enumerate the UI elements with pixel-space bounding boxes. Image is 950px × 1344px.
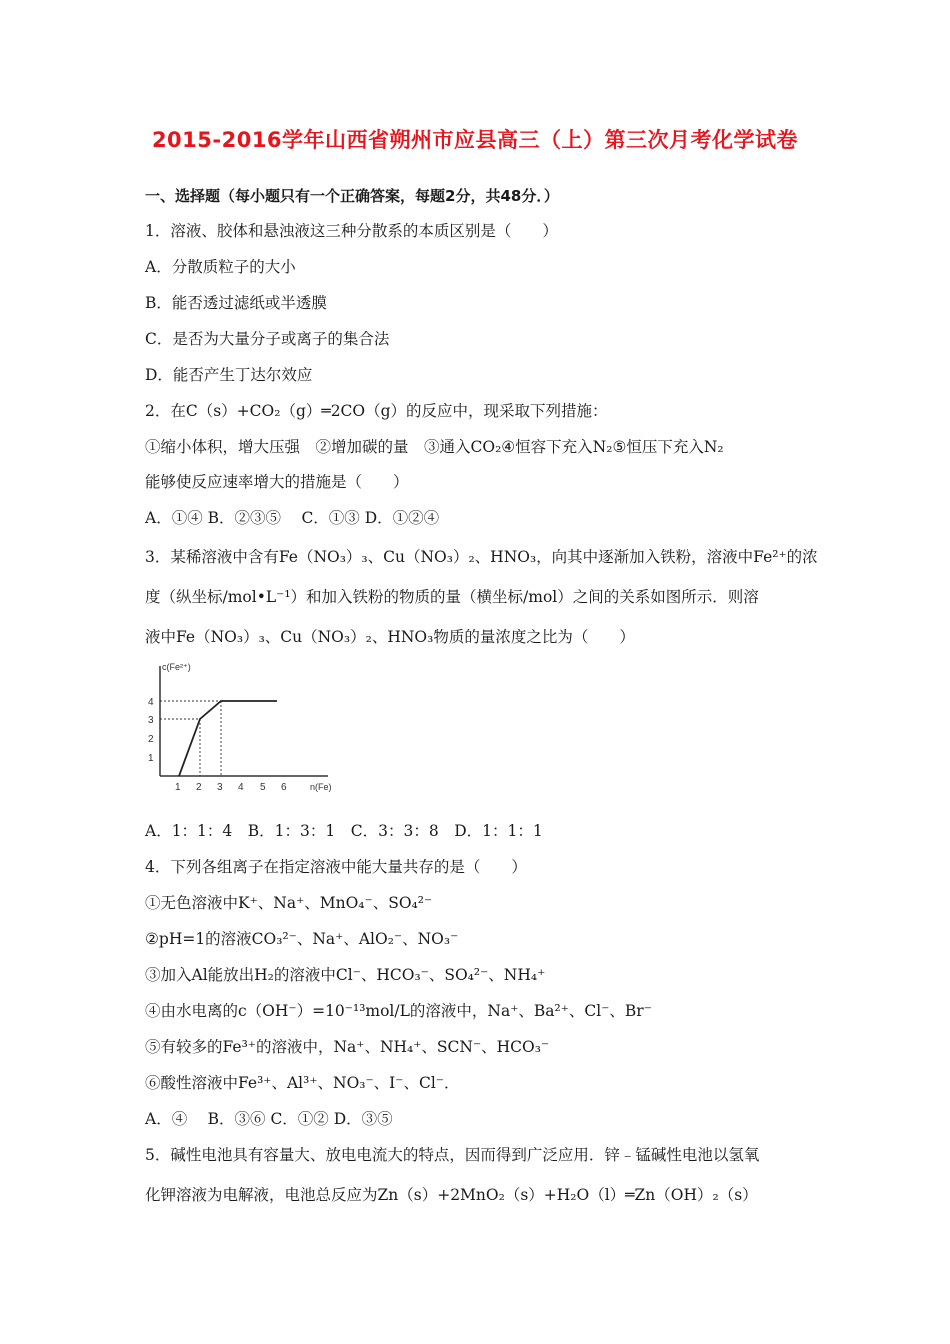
question-1: 1．溶液、胶体和悬浊液这三种分散系的本质区别是（ ） [145,222,558,240]
question-3-line-2: 度（纵坐标/mol•L⁻¹）和加入铁粉的物质的量（横坐标/mol）之间的关系如图所示．则溶 [145,588,759,606]
q4-item-6: ⑥酸性溶液中Fe³⁺、Al³⁺、NO₃⁻、I⁻、Cl⁻． [145,1074,460,1092]
y-tick-1: 1 [148,753,154,764]
question-3-line-1: 3．某稀溶液中含有Fe（NO₃）₃、Cu（NO₃）₂、HNO₃，向其中逐渐加入铁粉，溶液中Fe²⁺的浓 [145,548,818,566]
x-tick-2: 2 [196,782,202,793]
q4-item-4: ④由水电离的c（OH⁻）=10⁻¹³mol/L的溶液中，Na⁺、Ba²⁺、Cl⁻、Br⁻ [145,1002,652,1020]
q1-option-c: C．是否为大量分子或离子的集合法 [145,330,390,348]
q4-item-3: ③加入Al能放出H₂的溶液中Cl⁻、HCO₃⁻、SO₄²⁻、NH₄⁺ [145,966,546,984]
x-tick-5: 5 [260,782,266,793]
q4-options: A．④ B．③⑥ C．①② D．③⑤ [145,1110,393,1128]
y-tick-3: 3 [148,715,154,726]
y-axis-label: c(Fe²⁺) [162,662,191,672]
x-axis-label: n(Fe) [310,782,332,792]
section-heading: 一、选择题（每小题只有一个正确答案，每题2分，共48分．） [145,187,559,205]
question-3-line-3: 液中Fe（NO₃）₃、Cu（NO₃）₂、HNO₃物质的量浓度之比为（ ） [145,628,635,646]
q4-item-5: ⑤有较多的Fe³⁺的溶液中，Na⁺、NH₄⁺、SCN⁻、HCO₃⁻ [145,1038,550,1056]
fe2-curve [179,701,277,776]
x-tick-3: 3 [217,782,223,793]
q4-item-2: ②pH=1的溶液CO₃²⁻、Na⁺、AlO₂⁻、NO₃⁻ [145,930,459,948]
question-2: 2．在C（s）+CO₂（g）═2CO（g）的反应中，现采取下列措施： [145,402,608,420]
fe2-concentration-graph [140,658,340,798]
y-tick-4: 4 [148,697,154,708]
question-5-line-1: 5．碱性电池具有容量大、放电电流大的特点，因而得到广泛应用．锌﹣锰碱性电池以氢氧 [145,1146,760,1164]
exam-title: 2015-2016学年山西省朔州市应县高三（上）第三次月考化学试卷 [151,128,799,152]
q2-options: A．①④ B．②③⑤ C．①③ D．①②④ [145,509,440,527]
q1-option-b: B．能否透过滤纸或半透膜 [145,294,327,312]
q1-option-d: D．能否产生丁达尔效应 [145,366,313,384]
q2-measures: ①缩小体积，增大压强 ②增加碳的量 ③通入CO₂④恒容下充入N₂⑤恒压下充入N₂ [145,438,724,456]
q3-options: A．1：1：4 B．1：3：1 C．3：3：8 D．1：1：1 [145,822,543,840]
x-tick-6: 6 [281,782,287,793]
x-tick-4: 4 [238,782,244,793]
y-tick-2: 2 [148,734,154,745]
question-4: 4．下列各组离子在指定溶液中能大量共存的是（ ） [145,858,527,876]
q1-option-a: A．分散质粒子的大小 [145,258,296,276]
question-5-line-2: 化钾溶液为电解液，电池总反应为Zn（s）+2MnO₂（s）+H₂O（l）═Zn（OH）₂（s） [145,1186,758,1204]
q2-prompt: 能够使反应速率增大的措施是（ ） [145,473,409,491]
x-tick-1: 1 [175,782,181,793]
q4-item-1: ①无色溶液中K⁺、Na⁺、MnO₄⁻、SO₄²⁻ [145,894,433,912]
